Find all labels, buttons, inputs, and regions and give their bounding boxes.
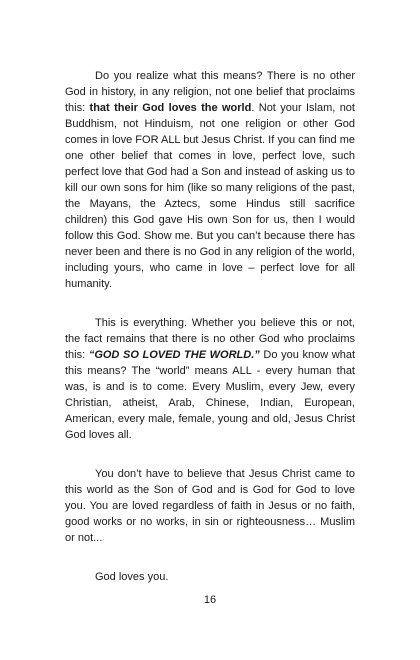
page-number: 16 (203, 594, 217, 606)
paragraph-2-text-b: Do you know what this means? The “world” means ALL - every human that was, is and is to come. Every Muslim, every Jew, every Christian, atheist, Arab, Chinese, Indian, European, American, every male, female, young and old, Jesus Christ God loves all. (65, 349, 356, 441)
paragraph-1-text-b: . Not your Islam, not Buddhism, not Hinduism, not one religion or other God comes in love FOR ALL but Jesus Christ. If you can find me one other belief that comes in love, perfect love, such perfect love that God had a Son and instead of asking us to kill our own sons for him (like so many religions of the past, the Mayans, the Aztecs, some Hindus still sacrifice children) this God gave His own Son for us, then I would follow this God. Show me. But you can’t because there has never been and there is no God in any religion of the world, including yours, who came in love – perfect love for all humanity. (65, 102, 355, 290)
paragraph-2 (65, 315, 355, 443)
paragraph-2-bold-italic-quote: “GOD SO LOVED THE WORLD.” (88, 349, 260, 361)
paragraph-2-text-a: This is everything. Whether you believe this or not, the fact remains that there is no other God who proclaims this: (65, 317, 355, 361)
paragraph-1 (65, 68, 355, 292)
paragraph-3: You don’t have to believe that Jesus Christ came to this world as the Son of God and is God for God to love you. You are loved regardless of faith in Jesus or no faith, good works or no works, in sin or righteousness… Muslim or not... (65, 468, 355, 544)
paragraph-1-bold-text: that their God loves the world (89, 102, 252, 114)
paragraph-4: God loves you. (95, 571, 169, 583)
page-body (65, 68, 355, 585)
paragraph-1-text-a: Do you realize what this means? There is no other God in history, in any religion, not one belief that proclaims this: (65, 70, 355, 114)
